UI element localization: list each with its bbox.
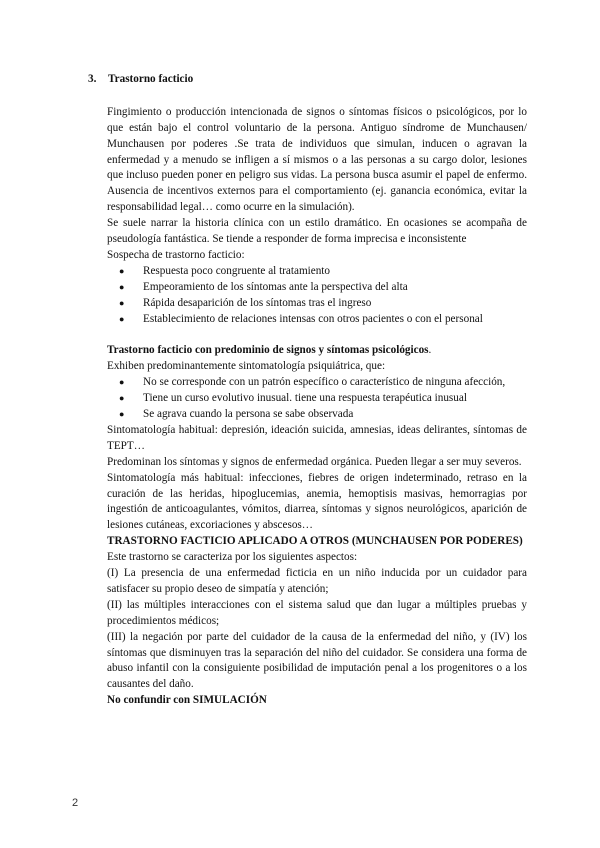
list-item: ● No se corresponde con un patrón específico o característico de ninguna afección, bbox=[107, 375, 527, 391]
psych-paragraph-2: Sintomatología habitual: depresión, ideación suicida, amnesias, ideas delirantes, síntomas de TEPT… bbox=[107, 423, 527, 452]
psych-subheading: Trastorno facticio con predominio de signos y síntomas psicológicos. bbox=[107, 344, 432, 357]
list-item: ● Respuesta poco congruente al tratamiento bbox=[107, 264, 527, 280]
proxy-heading: TRASTORNO FACTICIO APLICADO A OTROS (MUNCHAUSEN POR PODERES) bbox=[107, 535, 523, 548]
proxy-paragraph-2: (I) La presencia de una enfermedad ficticia en un niño inducida por un cuidador para satisfacer su propio deseo de simpatía y atención; bbox=[107, 567, 527, 595]
bullet-icon: ● bbox=[119, 297, 125, 308]
suspicion-list bbox=[107, 264, 527, 328]
section-title: Trastorno facticio bbox=[108, 73, 194, 85]
bullet-icon: ● bbox=[119, 281, 125, 292]
section-number: 3. bbox=[88, 73, 97, 85]
psych-paragraph-3: Predominan los síntomas y signos de enfermedad orgánica. Pueden llegar a ser muy severos. bbox=[107, 455, 522, 468]
bullet-icon: ● bbox=[119, 377, 125, 388]
bullet-icon: ● bbox=[119, 265, 125, 276]
psych-list bbox=[107, 375, 527, 423]
bullet-icon: ● bbox=[119, 408, 125, 419]
document-body bbox=[107, 73, 527, 709]
list-item: ● Rápida desaparición de los síntomas tras el ingreso bbox=[107, 296, 527, 312]
list-item: ● Empeoramiento de los síntomas ante la perspectiva del alta bbox=[107, 280, 527, 296]
intro-paragraph-3: Sospecha de trastorno facticio: bbox=[107, 248, 245, 261]
proxy-paragraph-4: (III) la negación por parte del cuidador de la causa de la enfermedad del niño, y (IV) los síntomas que disminuyen tras la separación del niño del cuidador. Se considera una forma de abuso infantil con la consiguiente posibilidad de imputación penal a los progenitores o a los causantes del daño. bbox=[107, 630, 527, 691]
page-number: 2 bbox=[72, 797, 79, 809]
proxy-paragraph-3: (II) las múltiples interacciones con el sistema salud que dan lugar a múltiples pruebas y procedimientos médicos; bbox=[107, 598, 527, 627]
intro-paragraph-1: Fingimiento o producción intencionada de signos o síntomas físicos o psicológicos, por lo que están bajo el control voluntario de la persona. Antiguo síndrome de Munchausen/ Munchausen por poderes .Se trata de individuos que simulan, inducen o agravan la enfermedad y a menudo se infligen a sí mismos o a las personas a su cargo dolor, lesiones que incluso pueden poner en peligro sus vidas. La persona busca asumir el papel de enfermo. Ausencia de incentivos externos para el comportamiento (ej. ganancia económica, evitar la responsabilidad legal… como ocurre en la simulación). bbox=[107, 105, 527, 214]
list-item: ● Establecimiento de relaciones intensas con otros pacientes o con el personal bbox=[107, 312, 527, 328]
psych-paragraph-4: Sintomatología más habitual: infecciones, fiebres de origen indeterminado, retraso en la curación de las heridas, hipoglucemias, anemia, hemoptisis masivas, hemorragias por ingestión de anticoagulantes, vómitos, diarrea, síntomas y signos neurológicos, aparición de lesiones cutáneas, excoriaciones y abscesos… bbox=[107, 471, 527, 532]
intro-paragraph-2: Se suele narrar la historia clínica con un estilo dramático. En ocasiones se acompaña de pseudología fantástica. Se tiende a responder de forma imprecisa e inconsistente bbox=[107, 217, 527, 246]
proxy-paragraph-1: Este trastorno se caracteriza por los siguientes aspectos: bbox=[107, 551, 358, 564]
list-item: ● Tiene un curso evolutivo inusual. tiene una respuesta terapéutica inusual bbox=[107, 391, 527, 407]
closing-note: No confundir con SIMULACIÓN bbox=[107, 694, 267, 707]
bullet-icon: ● bbox=[119, 313, 125, 324]
bullet-icon: ● bbox=[119, 393, 125, 404]
psych-paragraph-1: Exhiben predominantemente sintomatología psiquiátrica, que: bbox=[107, 360, 386, 373]
list-item: ● Se agrava cuando la persona se sabe observada bbox=[107, 407, 527, 423]
